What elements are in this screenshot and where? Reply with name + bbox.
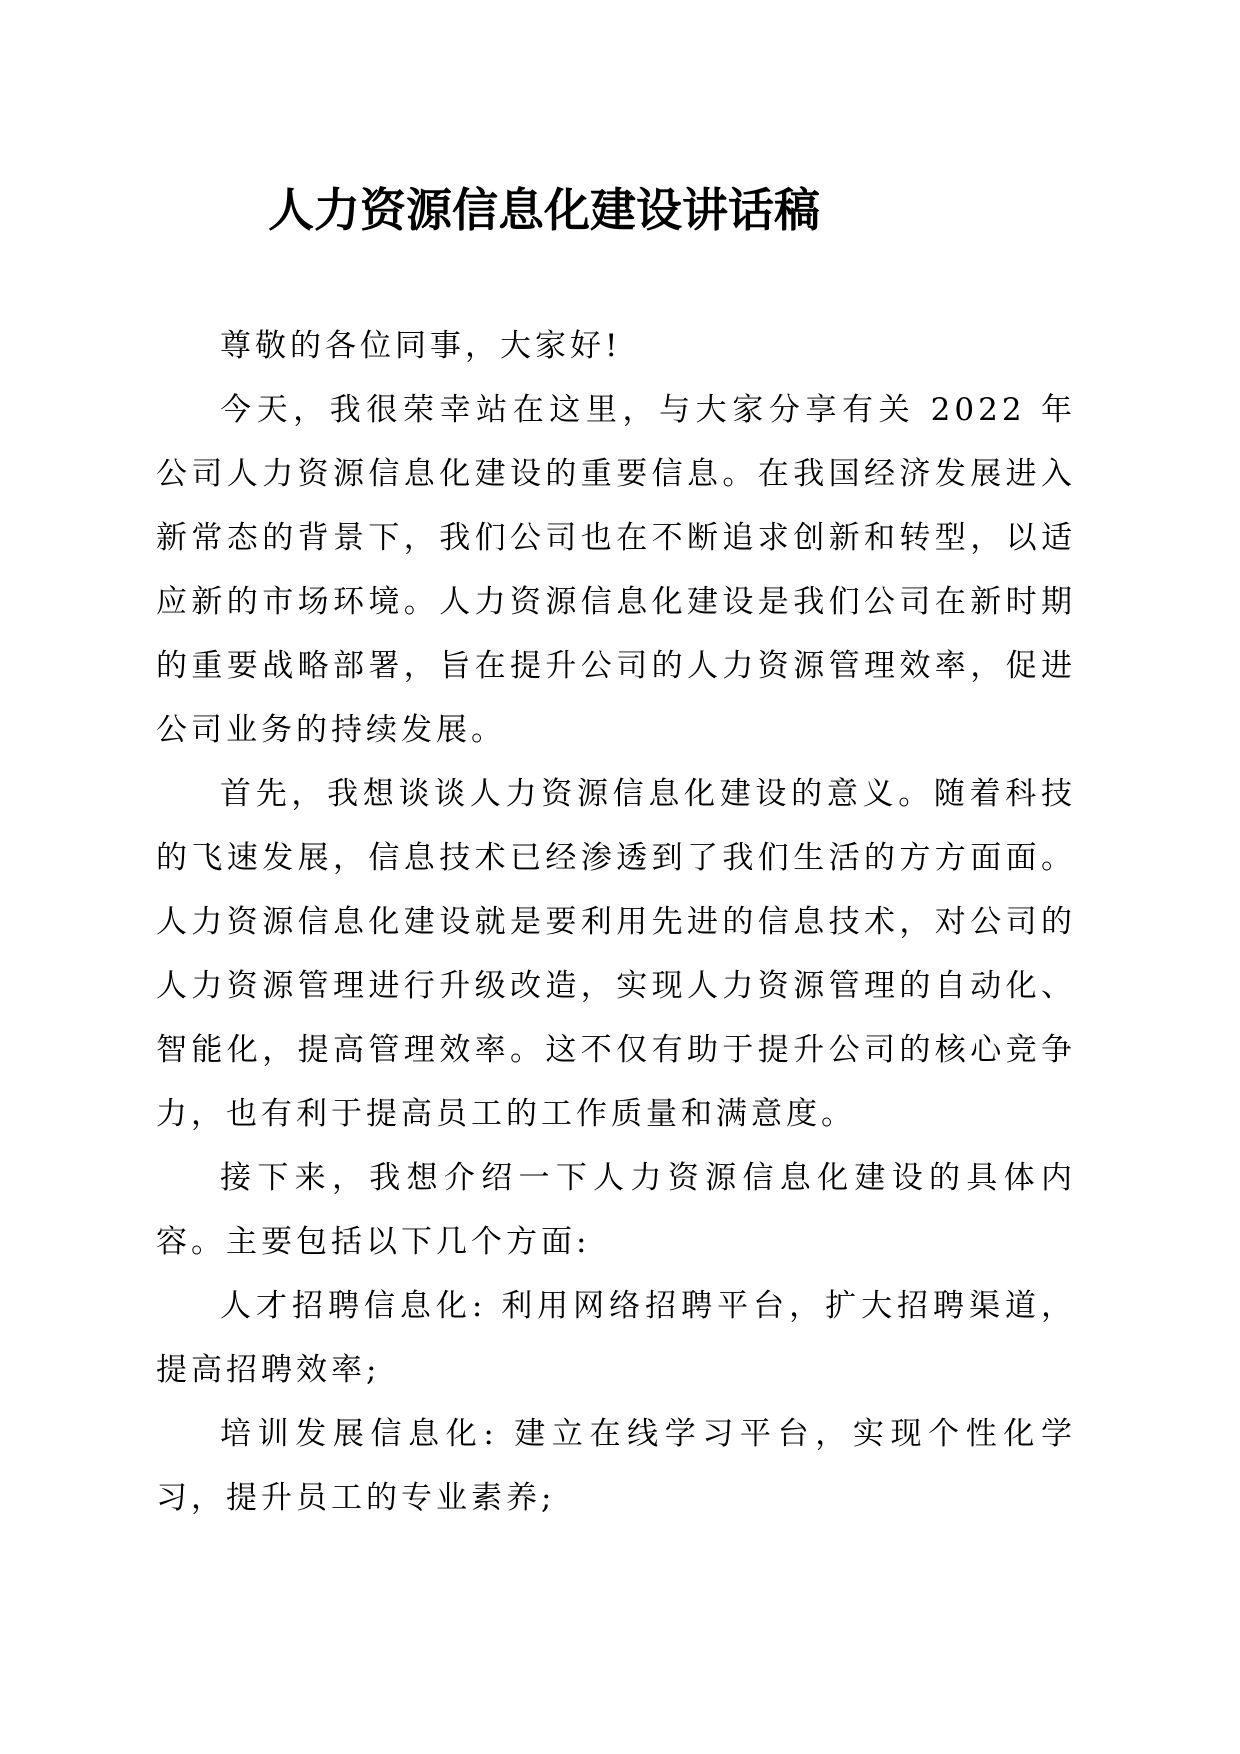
paragraph-significance: 首先，我想谈谈人力资源信息化建设的意义。随着科技的飞速发展，信息技术已经渗透到了我们生活的方方面面。人力资源信息化建设就是要利用先进的信息技术，对公司的人力资源管理进行升级改造，实现人力资源管理的自动化、智能化，提高管理效率。这不仅有助于提升公司的核心竞争力，也有利于提高员工的工作质量和满意度。 [156,776,1076,1132]
paragraph-training: 培训发展信息化: 建立在线学习平台，实现个性化学习，提升员工的专业素养; [156,1416,1076,1516]
paragraph-greeting: 尊敬的各位同事，大家好! [220,328,622,364]
paragraph-content-intro: 接下来，我想介绍一下人力资源信息化建设的具体内容。主要包括以下几个方面: [156,1160,1076,1260]
paragraph-recruitment: 人才招聘信息化: 利用网络招聘平台，扩大招聘渠道，提高招聘效率; [156,1288,1076,1388]
document-body [156,314,1076,1530]
document-title: 人力资源信息化建设讲话稿 [268,183,820,237]
paragraph-intro: 今天，我很荣幸站在这里，与大家分享有关 2022 年公司人力资源信息化建设的重要信息。在我国经济发展进入新常态的背景下，我们公司也在不断追求创新和转型，以适应新的市场环境。人力资源信息化建设是我们公司在新时期的重要战略部署，旨在提升公司的人力资源管理效率，促进公司业务的持续发展。 [156,392,1076,748]
